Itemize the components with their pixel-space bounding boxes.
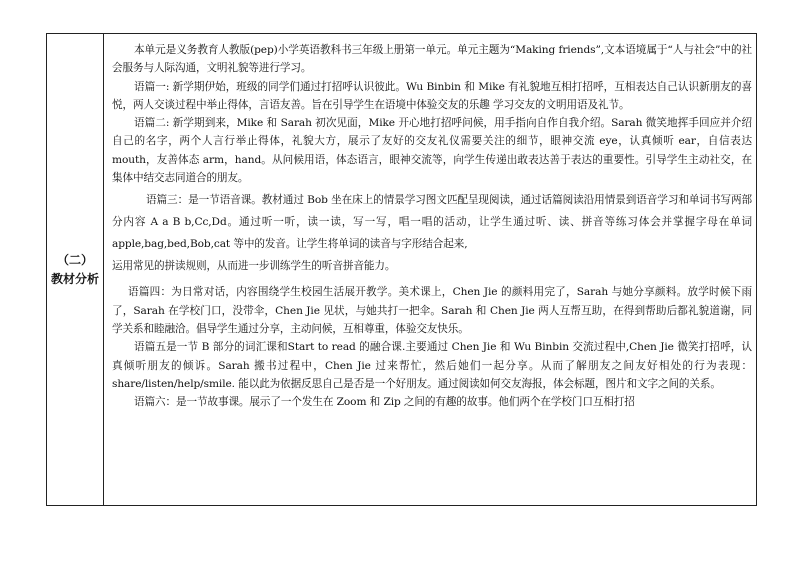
text-six-paragraph: 语篇六：是一节故事课。展示了一个发生在 Zoom 和 Zip 之间的有趣的故事。他们两个在学校门口互相打招 bbox=[134, 396, 635, 409]
text-five-paragraph: 语篇五是一节 B 部分的词汇课和Start to read 的融合课.主要通过 Chen Jie 和 Wu Binbin 交流过程中,Chen Jie 微笑打招呼，认真倾听朋友的倾诉。Sarah 搬书过程中，Chen Jie 过来帮忙，然后她们一起分享。从而了解朋友之间友好相处的行为表现：share/listen/help/smile. 能以此为依据反思自己是否是一个好朋友。通过阅读如何交友海报，体会标题，图片和文字之间的关系。 bbox=[112, 341, 752, 390]
text-one-paragraph: 语篇一: 新学期伊始，班级的同学们通过打招呼认识彼此。Wu Binbin 和 Mike 有礼貌地互相打招呼，互相表达自己认识新朋友的喜悦，两人交谈过程中举止得体，言语友善。旨在引导学生在语境中体验交友的乐趣 学习交友的文明用语及礼节。 bbox=[112, 80, 752, 111]
section-content-cell bbox=[104, 34, 756, 505]
analysis-table bbox=[46, 33, 757, 506]
section-label-cell bbox=[47, 34, 104, 505]
section-number: （二） bbox=[56, 252, 93, 267]
section-title: 教材分析 bbox=[50, 271, 99, 286]
text-three-paragraph: 语篇三：是一节语音课。教材通过 Bob 坐在床上的情景学习图文匹配呈现阅读，通过话篇阅读沿用情景到语音学习和单词书写两部分内容 A a B b,Cc,Dd。通过听一听，读一读，写一写，唱一唱的活动，让学生通过听、读、拼音等练习体会并掌握字母在单词 apple,bag,bed,Bob,cat 等中的发音。让学生将单词的读音与字形结合起来, bbox=[112, 194, 752, 251]
intro-paragraph: 本单元是义务教育人教版(pep)小学英语教科书三年级上册第一单元。单元主题为“Making friends”,文本语境属于“人与社会”中的社会服务与人际沟通，文明礼貌等进行学习。 bbox=[112, 44, 752, 75]
text-two-paragraph: 语篇二: 新学期到来，Mike 和 Sarah 初次见面，Mike 开心地打招呼问候，用手指向自作自我介绍。Sarah 微笑地挥手回应并介绍自己的名字，两个人言行举止得体，礼貌大方，展示了友好的交友礼仪需要关注的细节，眼神交流 eye，认真倾听 ear，自信表达 mouth，友善体态 arm，hand。从问候用语，体态语言，眼神交流等，向学生传递出敢表达善于表达的重要性。引导学生主动社交，在集体中结交志同道合的朋友。 bbox=[112, 117, 752, 185]
text-three-continuation: 运用常见的拼读规则，从而进一步训练学生的听音拼音能力。 bbox=[112, 260, 396, 273]
text-four-paragraph: 语篇四：为日常对话，内容围绕学生校园生活展开教学。美术课上，Chen Jie 的颜料用完了，Sarah 与她分享颜料。放学时候下雨了，Sarah 在学校门口，没带伞，Chen Jie 见状，与她共打一把伞。Sarah 和 Chen Jie 两人互帮互助，在得到帮助后都礼貌道谢，同学关系和睦融洽。倡导学生通过分享，主动问候，互相尊重，体验交友快乐。 bbox=[112, 286, 752, 335]
